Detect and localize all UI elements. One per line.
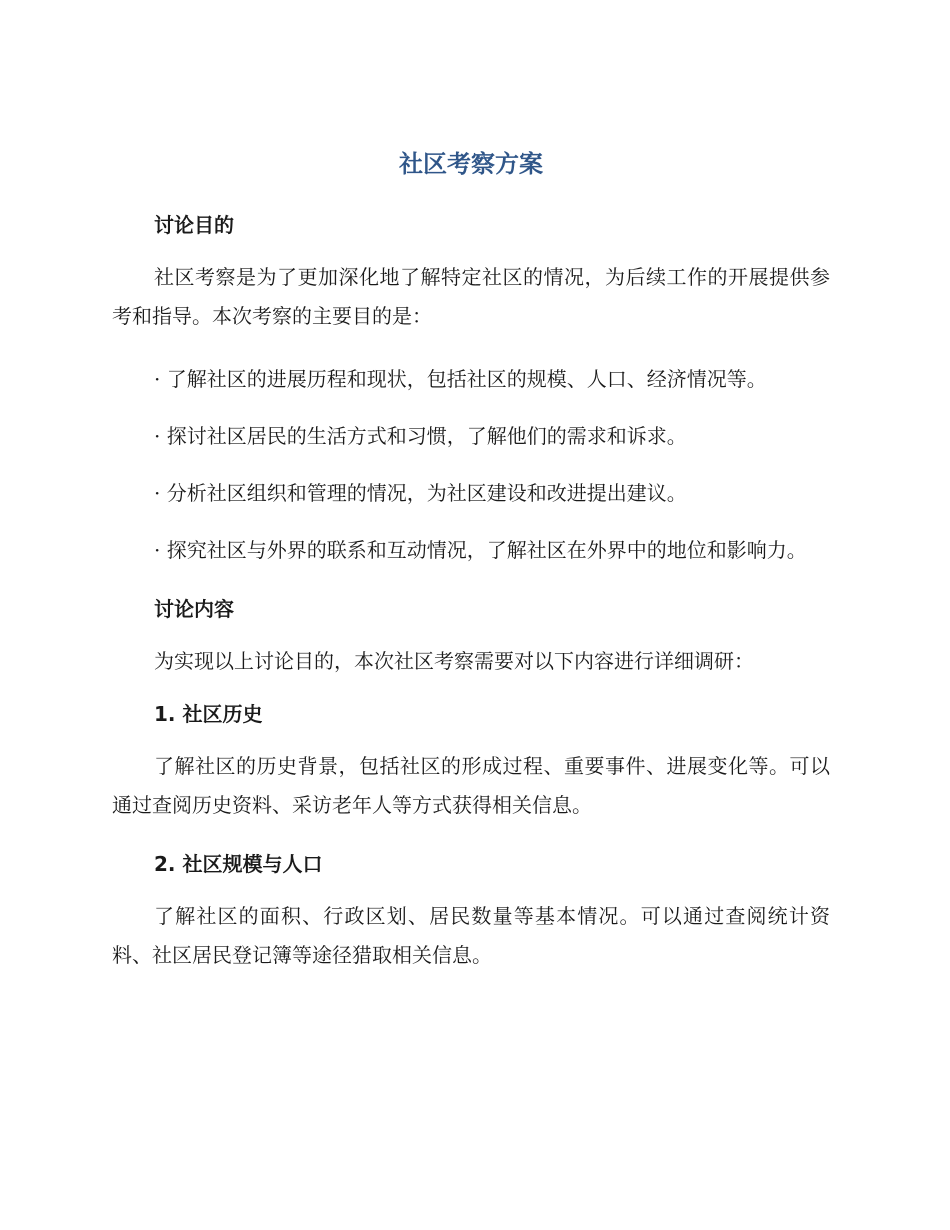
subsection-heading-history: 1. 社区历史: [154, 702, 263, 726]
section-heading-content: 讨论内容: [154, 597, 234, 621]
section-heading-purpose: 讨论目的: [154, 213, 234, 237]
purpose-bullet-4: · 探究社区与外界的联系和互动情况，了解社区在外界中的地位和影响力。: [154, 538, 807, 562]
document-title: 社区考察方案: [399, 150, 543, 178]
content-intro: 为实现以上讨论目的，本次社区考察需要对以下内容进行详细调研：: [154, 649, 754, 673]
subsection-text-history: 了解社区的历史背景，包括社区的形成过程、重要事件、进展变化等。可以通过查阅历史资料、采访老年人等方式获得相关信息。: [112, 754, 830, 817]
purpose-bullet-2: · 探讨社区居民的生活方式和习惯，了解他们的需求和诉求。: [154, 424, 687, 448]
purpose-bullet-1: · 了解社区的进展历程和现状，包括社区的规模、人口、经济情况等。: [154, 367, 767, 391]
purpose-bullet-3: · 分析社区组织和管理的情况，为社区建设和改进提出建议。: [154, 481, 687, 505]
subsection-text-population: 了解社区的面积、行政区划、居民数量等基本情况。可以通过查阅统计资料、社区居民登记簿等途径猎取相关信息。: [112, 904, 830, 967]
document-page: [112, 140, 830, 975]
subsection-heading-population: 2. 社区规模与人口: [154, 852, 323, 876]
purpose-intro: 社区考察是为了更加深化地了解特定社区的情况，为后续工作的开展提供参考和指导。本次考察的主要目的是：: [112, 265, 830, 328]
